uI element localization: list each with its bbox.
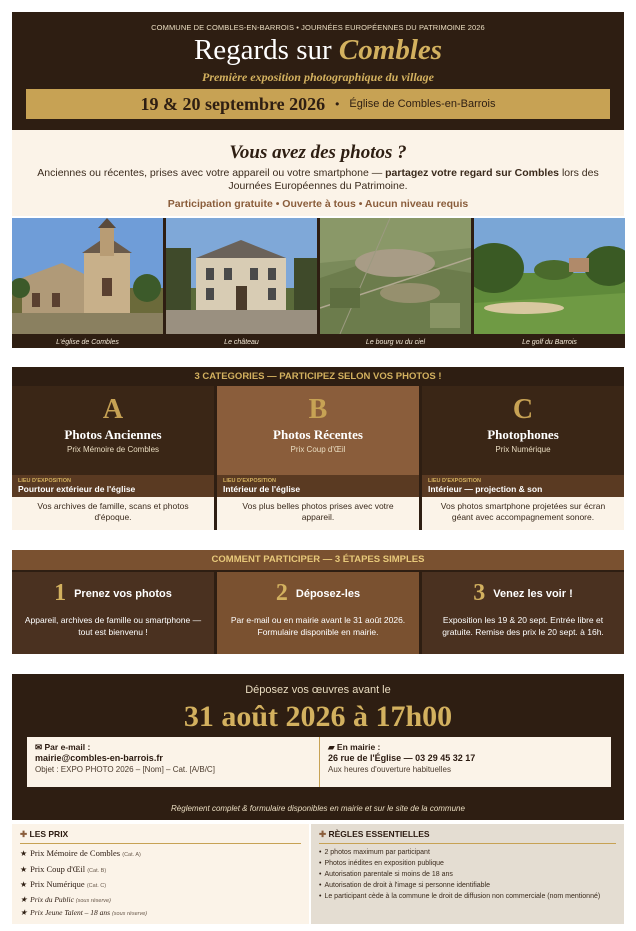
step-text: Appareil, archives de famille ou smartphone — tout est bienvenu ! <box>24 615 202 637</box>
prizes-box <box>12 824 309 924</box>
bullet-icon: • <box>319 882 322 889</box>
category-a <box>12 386 214 530</box>
photo-caption: Le château <box>224 339 259 346</box>
step-text: Par e-mail ou en mairie avant le 31 août 2026. Formulaire disponible en mairie. <box>230 615 406 637</box>
prize-item: ★ Prix Coup d'Œil (Cat. B) <box>20 863 107 874</box>
category-description: Vos photos smartphone projetées sur écran géant avec accompagnement sonore. <box>422 497 624 530</box>
mairie-hours: Aux heures d'ouverture habituelles <box>328 765 451 774</box>
header-banner <box>12 12 624 130</box>
photo-caption: Le bourg vu du ciel <box>365 339 426 346</box>
star-icon: ★ <box>20 907 28 917</box>
category-letter: A <box>102 394 124 425</box>
prizes-list <box>20 847 301 920</box>
rule-item: • Autorisation de droit à l'image si personne identifiable <box>319 882 490 889</box>
rule-item: • Photos inédites en exposition publique <box>319 860 444 867</box>
contact-box <box>27 737 611 787</box>
rules-heading: ✚ RÈGLES ESSENTIELLES <box>319 829 616 844</box>
date-band <box>26 89 610 119</box>
category-name: Photos Anciennes <box>64 427 162 442</box>
categories-section <box>12 367 624 530</box>
category-prize: Prix Coup d'Œil <box>290 445 346 454</box>
header-subtitle: Première exposition photographique du village <box>201 70 434 84</box>
star-icon: ★ <box>20 894 28 904</box>
star-icon: ★ <box>20 849 28 858</box>
intro-tags: Participation gratuite • Ouverte à tous • Aucun niveau requis <box>167 198 469 210</box>
event-place: Église de Combles-en-Barrois <box>349 98 496 110</box>
step-1 <box>12 572 214 654</box>
location-label: LIEU D'EXPOSITION <box>18 478 71 484</box>
prize-item: ★ Prix Mémoire de Combles (Cat. A) <box>20 848 141 858</box>
step-number: 3 <box>473 580 486 606</box>
header-top-line: COMMUNE DE COMBLES-EN-BARROIS • JOURNÉES EUROPÉENNES DU PATRIMOINE 2026 <box>151 23 485 32</box>
prizes-heading: ✚ LES PRIX <box>20 829 301 844</box>
bullet-icon: • <box>319 849 322 856</box>
category-letter: C <box>512 394 534 425</box>
deadline-section <box>12 674 624 820</box>
category-prize: Prix Mémoire de Combles <box>66 445 160 454</box>
rules-note: Règlement complet & formulaire disponibles en mairie et sur le site de la commune <box>171 804 465 813</box>
step-number: 2 <box>275 580 288 606</box>
bullet-icon: • <box>319 860 322 867</box>
location-label: LIEU D'EXPOSITION <box>428 478 481 484</box>
location-value: Intérieur — projection & son <box>428 484 543 494</box>
contact-email <box>27 737 319 787</box>
page-title <box>12 34 624 67</box>
bullet-icon: • <box>319 871 322 878</box>
prize-item: ★ Prix Numérique (Cat. C) <box>20 879 107 889</box>
bullet-icon: • <box>319 893 322 900</box>
category-prize: Prix Numérique <box>495 445 551 454</box>
categories-title: 3 CATEGORIES — PARTICIPEZ SELON VOS PHOTOS ! <box>194 371 442 382</box>
step-head <box>422 580 624 607</box>
step-2 <box>217 572 419 654</box>
deadline-intro: Déposez vos œuvres avant le <box>245 684 391 696</box>
location-value: Pourtour extérieur de l'église <box>18 484 136 494</box>
email-subject: Objet : EXPO PHOTO 2026 – [Nom] – Cat. [A/B/C] <box>35 765 215 774</box>
photo-strip <box>12 218 624 348</box>
cross-icon: ✚ <box>319 829 327 839</box>
category-name: Photos Récentes <box>273 427 363 442</box>
event-date: 19 & 20 septembre 2026 <box>140 93 326 114</box>
step-title: Prenez vos photos <box>74 587 172 600</box>
rule-item: • Le participant cède à la commune le droit de diffusion non commerciale (nom mentionné) <box>319 893 601 900</box>
rules-list <box>319 847 616 902</box>
aerial-image <box>320 218 471 334</box>
intro-text-plain: Anciennes ou récentes, prises avec votre appareil ou votre smartphone — <box>37 167 386 179</box>
steps-title: COMMENT PARTICIPER — 3 ÉTAPES SIMPLES <box>12 550 624 570</box>
photo-caption: Le golf du Barrois <box>522 339 577 346</box>
mairie-label: En mairie : <box>336 742 381 752</box>
bottom-section <box>12 824 624 924</box>
photo-aerial <box>320 218 471 348</box>
photo-chateau <box>166 218 317 348</box>
intro-text-end: lors des Journées Européennes du Patrimoine. <box>228 167 599 192</box>
rule-item: • Autorisation parentale si moins de 18 ans <box>319 871 453 878</box>
category-description: Vos archives de famille, scans et photos d'époque. <box>12 497 214 530</box>
title-main: Regards sur <box>193 34 339 66</box>
chateau-image <box>166 218 317 334</box>
category-location <box>217 475 419 497</box>
step-3 <box>422 572 624 654</box>
step-number: 1 <box>54 580 67 606</box>
photo-church <box>12 218 163 348</box>
star-icon: ★ <box>20 880 28 889</box>
category-letter: B <box>308 394 328 425</box>
email-label: Par e-mail : <box>44 742 91 752</box>
contact-mairie <box>319 737 611 787</box>
intro-text <box>32 167 604 193</box>
step-title: Venez les voir ! <box>493 587 573 600</box>
step-text: Exposition les 19 & 20 sept. Entrée libre et gratuite. Remise des prix le 20 sept. à 16h. <box>442 615 604 637</box>
intro-heading: Vous avez des photos ? <box>229 142 407 163</box>
step-head <box>12 580 214 607</box>
mairie-address: 26 rue de l'Église — 03 29 45 32 17 <box>328 753 476 763</box>
category-location <box>422 475 624 497</box>
category-description: Vos plus belles photos prises avec votre appareil. <box>217 497 419 530</box>
category-location <box>12 475 214 497</box>
photo-golf <box>474 218 625 348</box>
rules-box <box>311 824 624 924</box>
step-title: Déposez-les <box>295 587 361 600</box>
steps-section <box>12 550 624 654</box>
photo-caption: L'église de Combles <box>56 339 119 346</box>
deadline-date: 31 août 2026 à 17h00 <box>183 700 453 733</box>
step-head <box>217 580 419 607</box>
title-accent: Combles <box>338 34 443 66</box>
star-icon: ★ <box>20 864 28 874</box>
prize-item: ★ Prix du Public (sous réserve) <box>20 894 111 904</box>
intro-text-bold: partagez votre regard sur Combles <box>385 167 560 179</box>
category-b <box>217 386 419 530</box>
rule-item: • 2 photos maximum par participant <box>319 849 430 856</box>
golf-image <box>474 218 625 334</box>
location-label: LIEU D'EXPOSITION <box>223 478 276 484</box>
building-icon: ▰ <box>328 742 335 752</box>
church-image <box>12 218 163 334</box>
envelope-icon: ✉ <box>35 742 43 752</box>
location-value: Intérieur de l'église <box>223 484 301 494</box>
intro-section <box>12 130 624 216</box>
category-c <box>422 386 624 530</box>
cross-icon: ✚ <box>20 829 28 839</box>
prize-item: ★ Prix Jeune Talent – 18 ans (sous réserve) <box>20 907 148 917</box>
separator: • <box>335 97 340 111</box>
email-address[interactable]: mairie@combles-en-barrois.fr <box>35 753 163 763</box>
category-name: Photophones <box>487 427 559 442</box>
